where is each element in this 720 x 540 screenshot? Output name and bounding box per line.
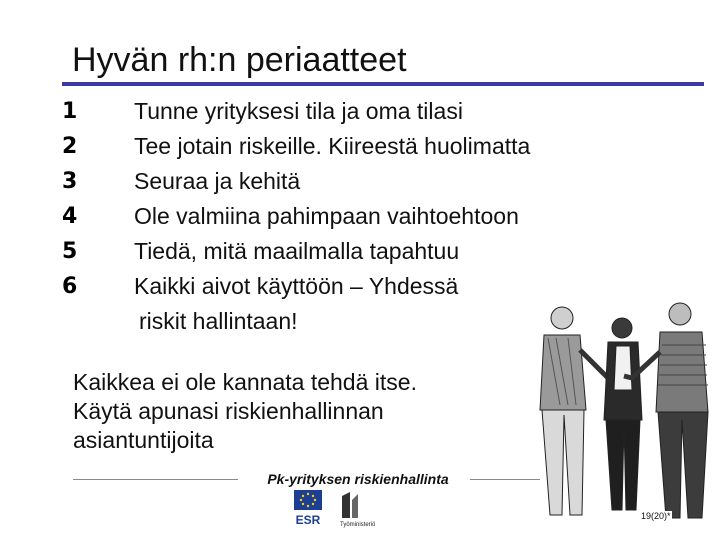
page-number: 19(20)* bbox=[641, 511, 671, 521]
title-underline bbox=[62, 82, 704, 86]
footer-banner: Pk-yrityksen riskienhallinta bbox=[258, 468, 458, 490]
principle-text: Kaikki aivot käyttöön – Yhdessä bbox=[134, 273, 459, 299]
principle-number: 6 bbox=[62, 274, 78, 299]
principle-number: 1 bbox=[62, 99, 78, 124]
advice-line: asiantuntijoita bbox=[73, 427, 214, 453]
esr-logo-icon bbox=[288, 488, 332, 528]
ministry-logo-text: Työministeriö bbox=[340, 522, 376, 528]
ministry-logo-icon bbox=[336, 488, 396, 528]
principle-numbers bbox=[62, 94, 77, 304]
advice-line: Kaikkea ei ole kannata tehdä itse. bbox=[73, 369, 417, 395]
principle-list bbox=[134, 94, 530, 339]
principle-number: 4 bbox=[62, 204, 78, 229]
slide-title: Hyvän rh:n periaatteet bbox=[72, 41, 407, 79]
principle-number: 5 bbox=[62, 239, 78, 264]
principle-number: 3 bbox=[62, 169, 78, 194]
principle-text: Tiedä, mitä maailmalla tapahtuu bbox=[134, 238, 460, 264]
footer-logos bbox=[288, 488, 398, 528]
footer-divider-left bbox=[73, 479, 238, 480]
people-shaking-hands-photo bbox=[520, 290, 720, 530]
advice-line: Käytä apunasi riskienhallinnan bbox=[73, 398, 384, 424]
footer-divider-right bbox=[470, 479, 540, 480]
principle-text: Tee jotain riskeille. Kiireestä huolimatta bbox=[134, 133, 531, 159]
principle-text: Tunne yrityksesi tila ja oma tilasi bbox=[134, 98, 463, 124]
advice-text bbox=[73, 368, 417, 455]
principle-text: Ole valmiina pahimpaan vaihtoehtoon bbox=[134, 203, 519, 229]
principle-text-continuation: riskit hallintaan! bbox=[139, 308, 298, 334]
esr-logo-text: ESR bbox=[295, 513, 321, 527]
principle-number: 2 bbox=[62, 134, 78, 159]
principle-text: Seuraa ja kehitä bbox=[134, 168, 301, 194]
